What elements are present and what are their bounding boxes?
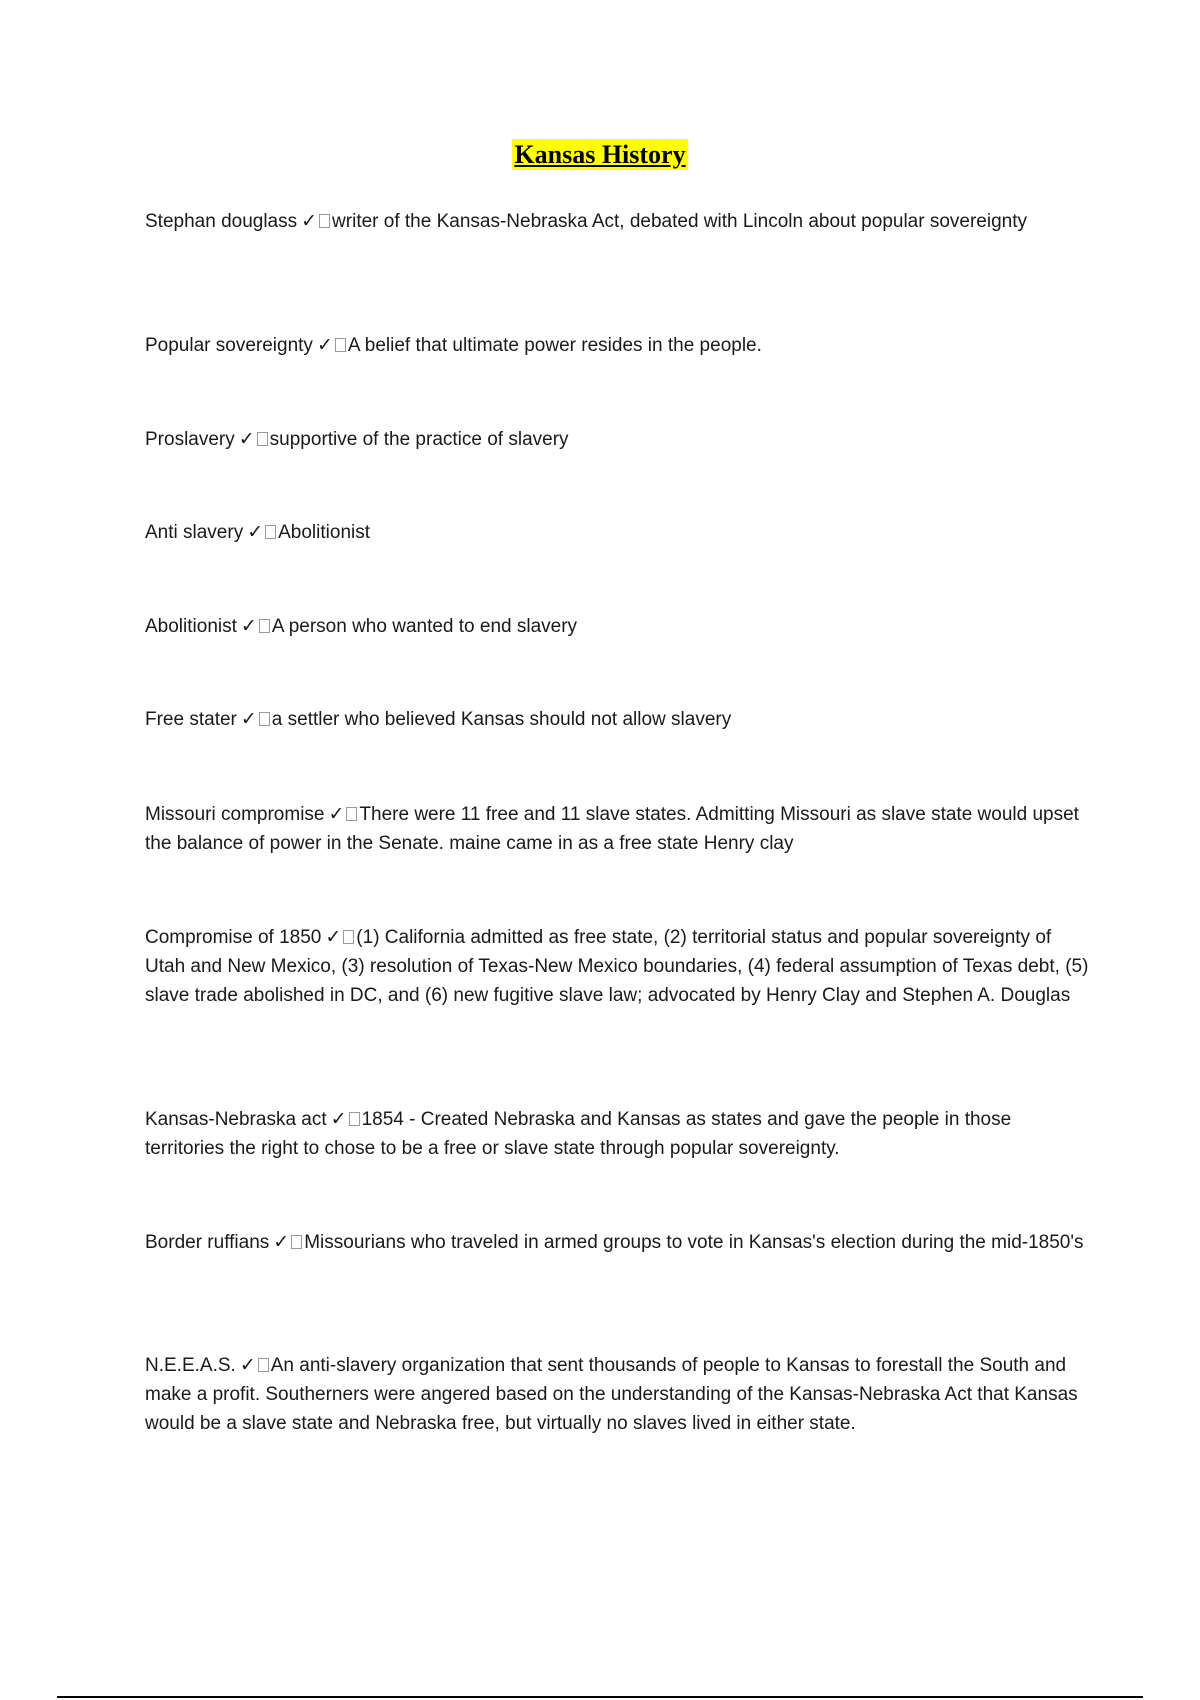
check-icon: ✓ [238,428,255,450]
check-icon: ✓ [247,521,264,543]
entry-definition: supportive of the practice of slavery [269,429,569,450]
entry-missouri-compromise [145,800,1095,858]
entry-abolitionist [145,612,1095,641]
box-icon [343,930,354,944]
box-icon [319,214,330,228]
entry-definition: (1) California admitted as free state, (2) territorial status and popular sovereignty of Utah and New Mexico, (3) resolution of Texas-New Mexico boundaries, (4) federal assumption of Texas debt, (5) slave trade abolished in DC, and (6) new fugitive slave law; advocated by Henry Clay and Stephen A. Douglas [145,927,1089,1006]
entry-proslavery [145,425,1095,454]
box-icon [291,1235,302,1249]
entry-definition: 1854 - Created Nebraska and Kansas as states and gave the people in those territories the right to chose to be a free or slave state through popular sovereignty. [145,1109,1012,1159]
check-icon: ✓ [328,803,345,825]
entry-definition: a settler who believed Kansas should not allow slavery [271,709,732,730]
entry-definition: Missourians who traveled in armed groups to vote in Kansas's election during the mid-1850's [304,1232,1084,1253]
check-icon: ✓ [330,1108,347,1130]
entry-term: Kansas-Nebraska act [145,1109,327,1130]
entry-term: Abolitionist [145,616,237,637]
entry-stephan-douglass [145,207,1095,236]
check-icon: ✓ [239,1354,256,1376]
entry-term: Anti slavery [145,522,244,543]
entry-kansas-nebraska-act [145,1105,1095,1163]
entry-free-stater [145,705,1095,734]
entry-neeas [145,1351,1095,1438]
entry-definition: writer of the Kansas-Nebraska Act, debated with Lincoln about popular sovereignty [332,211,1028,232]
entry-definition: A person who wanted to end slavery [271,616,578,637]
check-icon: ✓ [316,334,333,356]
document-title: Kansas History [514,140,686,169]
entry-popular-sovereignty [145,331,1095,360]
check-icon: ✓ [301,210,318,232]
box-icon [349,1112,360,1126]
entry-border-ruffians [145,1228,1095,1257]
check-icon: ✓ [325,926,342,948]
box-icon [335,338,346,352]
entry-term: Stephan douglass [145,211,298,232]
box-icon [259,712,270,726]
entry-term: Border ruffians [145,1232,270,1253]
box-icon [257,432,268,446]
entry-term: Popular sovereignty [145,335,313,356]
entry-definition: An anti-slavery organization that sent thousands of people to Kansas to forestall the South and make a profit. Southerners were angered based on the understanding of the Kansas-Nebraska Act that Kansas would be a slave state and Nebraska free, but virtually no slaves lived in either state. [145,1355,1078,1434]
box-icon [258,1358,269,1372]
title-container [0,140,1200,170]
box-icon [259,619,270,633]
entry-compromise-of-1850 [145,923,1095,1010]
entry-term: Missouri compromise [145,804,325,825]
box-icon [265,525,276,539]
entry-definition: A belief that ultimate power resides in the people. [347,335,762,356]
box-icon [346,807,357,821]
entry-term: Compromise of 1850 [145,927,322,948]
check-icon: ✓ [240,615,257,637]
check-icon: ✓ [240,708,257,730]
entry-definition: There were 11 free and 11 slave states. Admitting Missouri as slave state would upset the balance of power in the Senate. maine came in as a free state Henry clay [145,804,1079,854]
entry-term: N.E.E.A.S. [145,1355,236,1376]
footer-divider [57,1696,1143,1698]
entry-term: Free stater [145,709,237,730]
check-icon: ✓ [273,1231,290,1253]
entry-anti-slavery [145,518,1095,547]
entry-term: Proslavery [145,429,235,450]
entry-definition: Abolitionist [278,522,371,543]
